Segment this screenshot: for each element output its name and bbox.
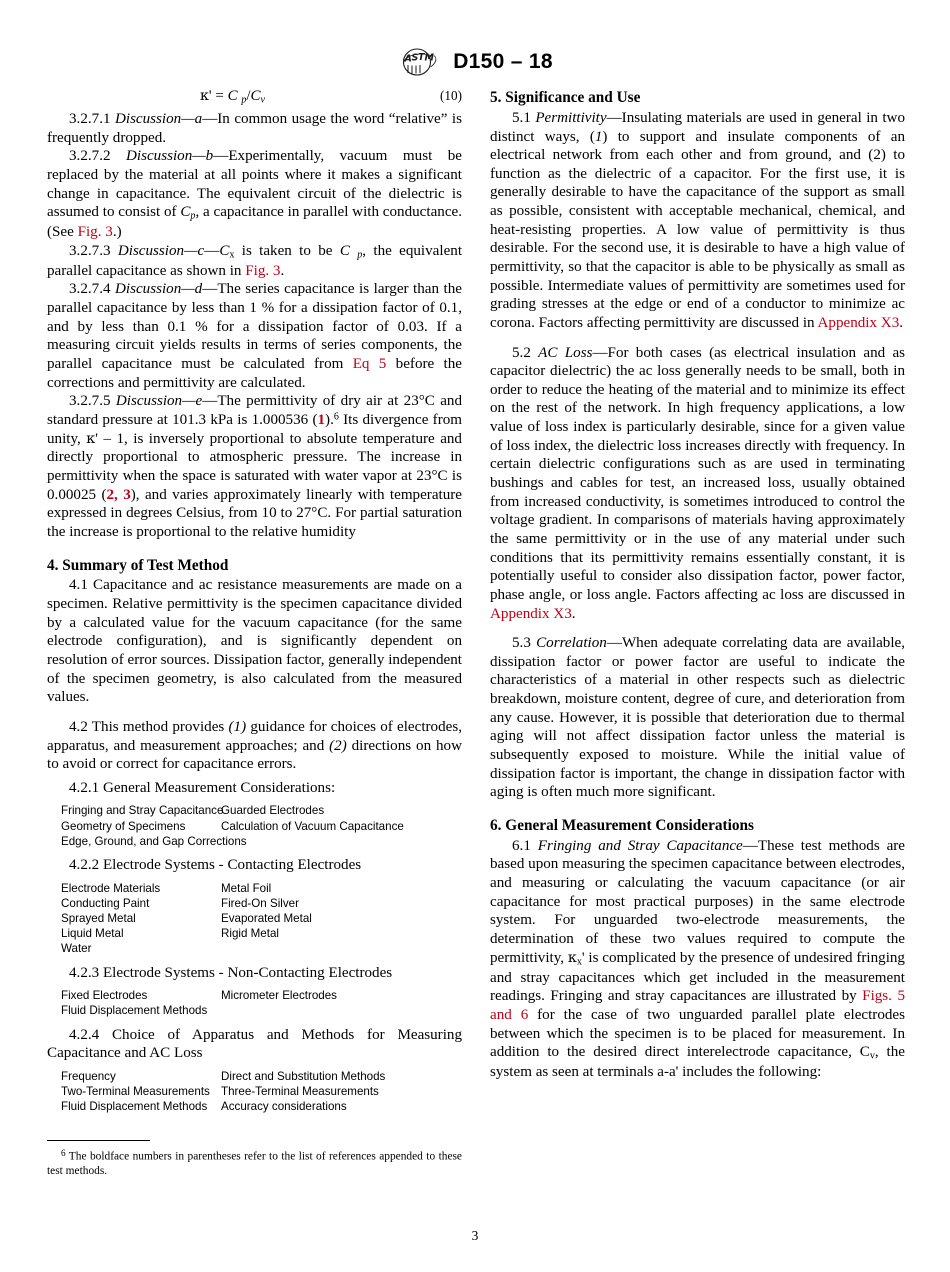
list-item: Liquid Metal	[61, 927, 124, 941]
list-item: Two-Terminal Measurements	[61, 1085, 210, 1099]
paragraph-3-2-7-4: 3.2.7.4 Discussion—d—The series capacitance is larger than the parallel capacitance by less than 1 % for a dissipation factor of 0.1, and by less than 0.1 % for a dissipation factor of 0.03. If a measuring circuit yields results in terms of series components, the parallel capacitance must be calculated from Eq 5 before the corrections and permittivity are calculated.	[47, 281, 462, 391]
list-item: Water	[61, 942, 92, 956]
list-item: Frequency	[61, 1069, 116, 1083]
right-column	[490, 88, 905, 1121]
list-item: Edge, Ground, and Gap Corrections	[61, 834, 247, 848]
heading-section-5: 5. Significance and Use	[490, 89, 641, 106]
list-4-2-3	[47, 988, 462, 1018]
paragraph-3-2-7-1: 3.2.7.1 Discussion—a—In common usage the word “relative” is frequently dropped.	[47, 111, 462, 146]
list-item: Rigid Metal	[221, 927, 279, 941]
list-item: Fluid Displacement Methods	[61, 1004, 208, 1018]
equation-10: κ' = C $_p/C_v$ (10)	[199, 88, 462, 106]
list-item: Accuracy considerations	[221, 1100, 347, 1114]
subheading-4-2-4: 4.2.4 Choice of Apparatus and Methods for Measuring Capacitance and AC Loss	[47, 1026, 462, 1062]
link-appendix-x3-a[interactable]: Appendix X3	[817, 314, 900, 331]
footnote-text: The boldface numbers in parentheses refer to the list of references appended to these test methods.	[47, 1150, 462, 1178]
list-item: Fixed Electrodes	[61, 989, 148, 1003]
heading-section-4: 4. Summary of Test Method	[47, 556, 229, 574]
list-item: Sprayed Metal	[61, 912, 136, 926]
paragraph-5-3: 5.3 Correlation—When adequate correlating data are available, dissipation factor or power factor are useful to indicate the characteristics of a material in other respects such as dielectric breakdown, moisture content, degree of cure, and deterioration from any cause. However, it is possible that deterioration due to thermal aging will not affect dissipation factor unless the material is subsequently exposed to moisture. While the initial value of dissipation factor is important, the change in dissipation factor with aging is often much more significant.	[490, 635, 905, 801]
list-item: Evaporated Metal	[221, 912, 312, 926]
list-item: Calculation of Vacuum Capacitance	[221, 819, 404, 833]
left-column	[47, 88, 462, 1121]
link-fig-3b[interactable]: Fig. 3	[245, 262, 281, 279]
list-item: Electrode Materials	[61, 881, 161, 895]
list-item: Geometry of Specimens	[61, 819, 186, 833]
list-4-2-4	[47, 1069, 462, 1115]
document-designation: D150 – 18	[453, 49, 553, 73]
paragraph-6-1: 6.1 Fringing and Stray Capacitance—These test methods are based upon measuring the specimen capacitance between electrodes, and measuring or calculating the vacuum capacitance (or air capacitance for most practical purposes) in the same electrode system. For unguarded two-electrode measurements, the determination of these two values required to compute the permittivity, $\kappa_x'$ is complicated by the presence of undesired fringing and stray capacitances which get included in the measurement readings. Fringing and stray capacitances are illustrated by Figs. 5 and 6 for the case of two unguarded parallel plate electrodes between which the specimen is to be placed for measurement. In addition to the desired direct interelectrode capacitance, $C_v$, the system as seen at terminals a-a' includes the following:	[490, 837, 906, 1081]
paragraph-3-2-7-2: 3.2.7.2 Discussion—b—Experimentally, vacuum must be replaced by the material at all points where it makes a significant change in capacitance. The equivalent circuit of the dielectric is assumed to consist of $C_p$, a capacitance in parallel with conductance. (See Fig. 3.)	[47, 148, 462, 241]
svg-text:S: S	[411, 52, 419, 64]
list-4-2-1	[47, 803, 462, 849]
list-item: Guarded Electrodes	[221, 804, 325, 818]
list-item: Metal Foil	[221, 881, 272, 895]
paragraph-3-2-7-3: 3.2.7.3 $Discussion—c—C_x$ is taken to be C $_p$, the equivalent parallel capacitance as shown in Fig. 3.	[47, 242, 463, 279]
paragraph-5-2: 5.2 AC Loss—For both cases (as electrical insulation and as capacitor dielectric) the ac loss generally needs to be small, both in order to reduce the heating of the material and to minimize its effect on the rest of the network. In high frequency applications, a low value of loss index is particularly desirable, since for a given value of loss index, the dielectric loss increases directly with frequency. In certain dielectric configurations such as are used in terminating bushings and cables for test, an increased loss, usually obtained from increased conductivity, is sometimes introduced to control the voltage gradient. In comparisons of materials having approximately the same permittivity or in the use of any material under such conditions that its permittivity remains essentially constant, it is potentially useful to consider also dissipation factor, power factor, phase angle, or loss angle. Factors affecting ac loss are discussed in Appendix X3.	[490, 344, 906, 622]
list-item: Conducting Paint	[61, 896, 150, 910]
paragraph-4-2: 4.2 This method provides (1) guidance for choices of electrodes, apparatus, and measurement approaches; and (2) directions on how to avoid or correct for capacitance errors.	[47, 718, 462, 773]
list-item: Fired-On Silver	[221, 896, 299, 910]
subheading-4-2-2: 4.2.2 Electrode Systems - Contacting Electrodes	[69, 857, 362, 873]
heading-section-6: 6. General Measurement Considerations	[490, 816, 754, 834]
ref-2-3[interactable]: 2, 3	[106, 486, 131, 503]
link-eq-5[interactable]: Eq 5	[352, 356, 387, 373]
list-4-2-2	[47, 881, 462, 957]
subheading-4-2-3: 4.2.3 Electrode Systems - Non-Contacting Electrodes	[69, 964, 393, 981]
list-item: Fluid Displacement Methods	[61, 1100, 208, 1114]
ref-1[interactable]: 1	[317, 411, 326, 428]
list-item: Fringing and Stray Capacitance	[61, 804, 224, 818]
footnote-rule	[47, 1140, 150, 1141]
page-header	[0, 0, 950, 82]
list-item: Micrometer Electrodes	[221, 989, 337, 1003]
footnote-6	[47, 1148, 462, 1179]
paragraph-4-1: 4.1 Capacitance and ac resistance measurements are made on a specimen. Relative permittivity is the specimen capacitance divided by a calculated value for the vacuum capacitance (for the same electrode configuration), and is significantly dependent on resolution of error sources. Dissipation factor, generally independent of the specimen geometry, is also calculated from the measured values.	[47, 577, 462, 706]
list-item: Three-Terminal Measurements	[221, 1085, 379, 1099]
link-figs-5-and-6[interactable]: Figs. 5 and 6	[490, 988, 906, 1023]
footnote-block	[47, 1140, 462, 1179]
subheading-4-2-1: 4.2.1 General Measurement Considerations:	[69, 779, 336, 796]
equation-number: (10)	[440, 88, 462, 103]
link-fig-3a[interactable]: Fig. 3	[77, 224, 113, 241]
list-item: Direct and Substitution Methods	[221, 1069, 386, 1083]
page-number: 3	[471, 1228, 479, 1243]
astm-logo-icon	[397, 47, 443, 77]
body-columns	[47, 88, 905, 1121]
svg-text:T: T	[418, 52, 425, 63]
paragraph-5-1: 5.1 Permittivity—Insulating materials are used in general in two distinct ways, (1) to support and insulate components of an electrical network from each other and from ground, and (2) to function as the dielectric of a capacitor. For the first use, it is generally desirable to have the capacitance of the support as small as possible, consistent with acceptable mechanical, chemical, and heat-resisting properties. A low value of permittivity is thus desirable. For the second use, it is desirable to have a high value of permittivity, so that the capacitor is able to be physically as small as possible. Intermediate values of permittivity are sometimes used for grading stresses at the edge or end of a conductor to minimize ac corona. Factors affecting permittivity are discussed in Appendix X3.	[490, 109, 906, 331]
svg-text:A: A	[404, 53, 413, 65]
link-appendix-x3-b[interactable]: Appendix X3	[490, 605, 572, 622]
svg-text:M: M	[424, 52, 435, 64]
footnote-marker: 6	[61, 1148, 66, 1158]
paragraph-3-2-7-5: 3.2.7.5 Discussion—e—The permittivity of dry air at 23°C and standard pressure at 101.3 kPa is 1.000536 (1).$^6$ Its divergence from unity, κ' – 1, is inversely proportional to absolute temperature and directly proportional to atmospheric pressure. The increase in permittivity when the space is saturated with water vapor at 23°C is 0.00025 (2, 3), and varies approximately linearly with temperature expressed in degrees Celsius, from 10 to 27°C. For partial saturation the increase is proportional to the relative humidity	[47, 393, 463, 540]
